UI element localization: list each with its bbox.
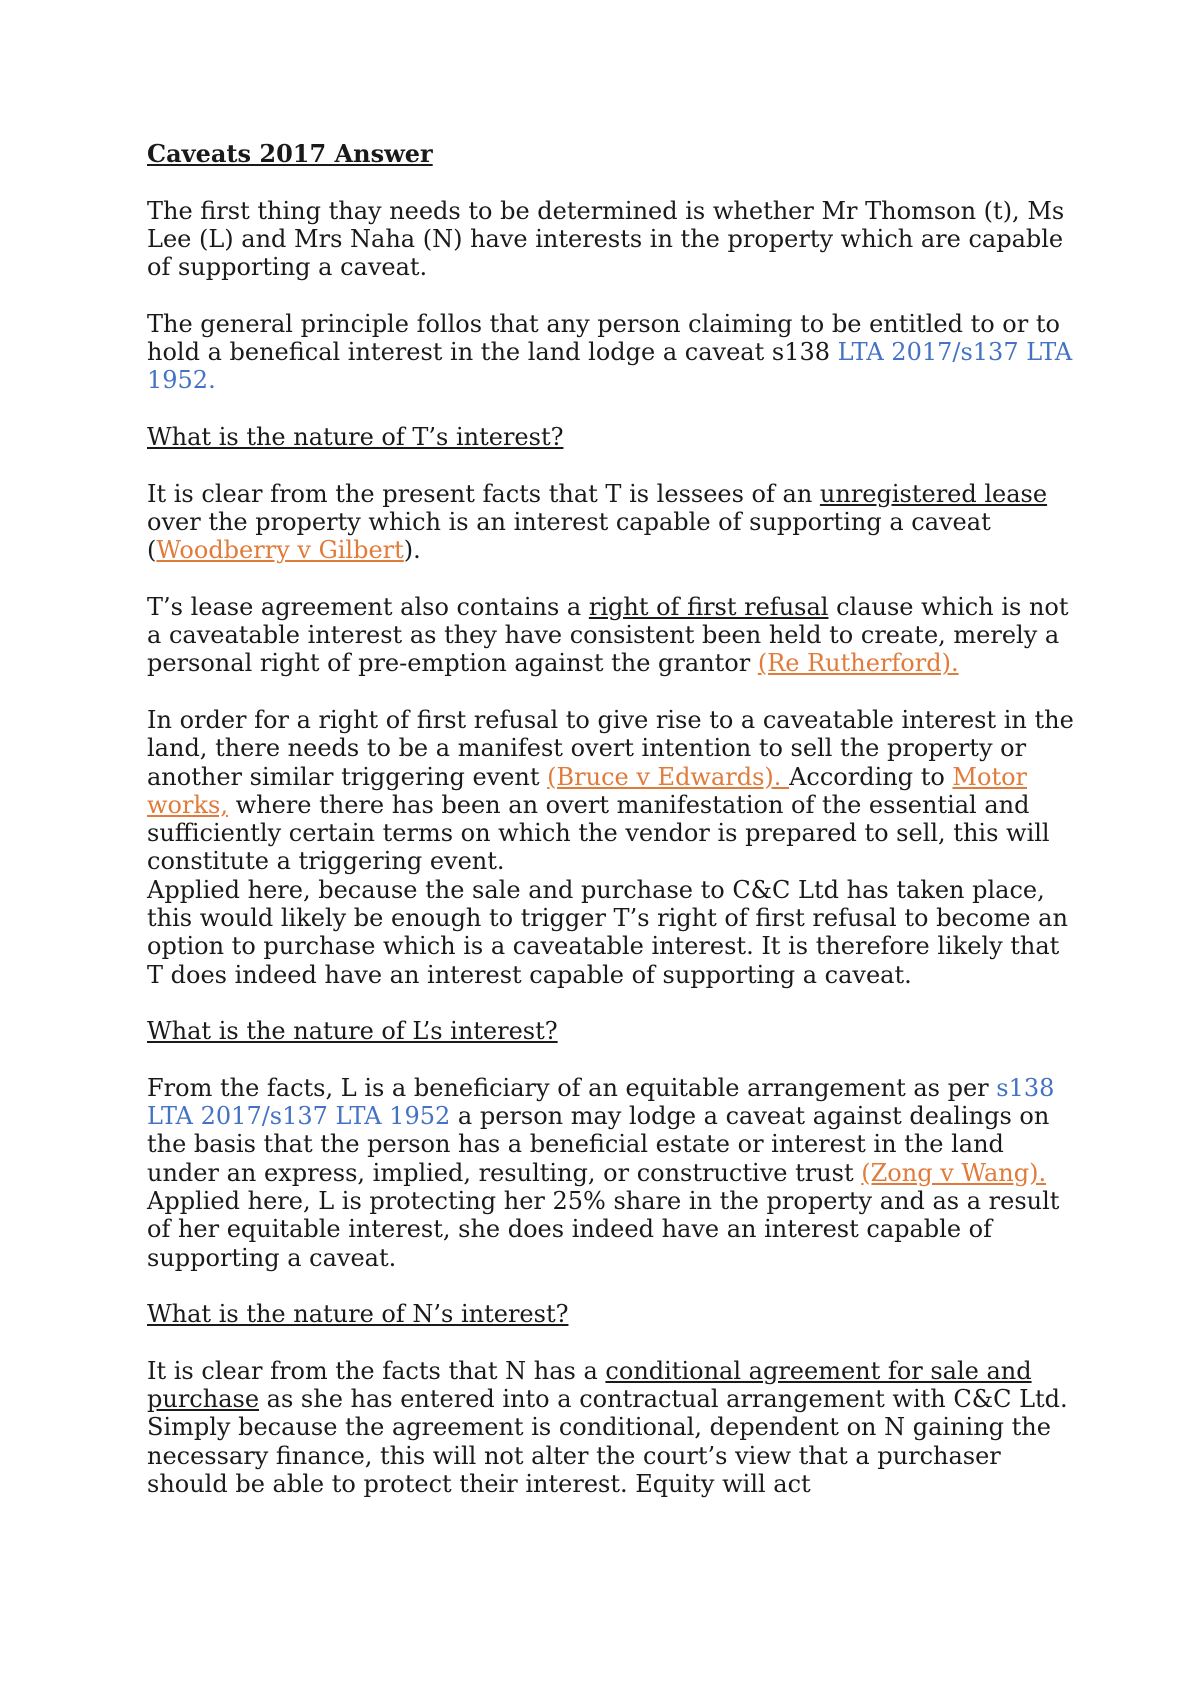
- case-woodberry: Woodberry v Gilbert: [156, 536, 404, 565]
- lease-paragraph: [147, 480, 1077, 565]
- intro-paragraph: The first thing thay needs to be determined is whether Mr Thomson (t), Ms Lee (L) and Mrs Naha (N) have interests in the property which are capable of supporting a caveat.: [147, 196, 1065, 282]
- lease-text-2: over the property which is an interest capable of supporting a caveat (: [147, 507, 991, 565]
- conditional-text-2: as she has entered into a contractual arrangement with C&C Ltd. Simply because the agreement is conditional, dependent on N gaining the necessary finance, this will not alter the court’s view that a purchaser should be able to protect their interest. Equity will act: [147, 1385, 1068, 1498]
- heading-n-interest: What is the nature of N’s interest?: [147, 1300, 569, 1329]
- case-motor-works: Motor works,: [147, 762, 1028, 819]
- case-zong-wang: (Zong v Wang).: [861, 1158, 1047, 1187]
- lease-text-3: ).: [403, 536, 421, 565]
- document-title: Caveats 2017 Answer: [147, 139, 433, 168]
- first-refusal-text: T’s lease agreement also contains a: [147, 592, 589, 621]
- case-re-rutherford: (Re Rutherford).: [757, 649, 959, 678]
- triggering-text: In order for a right of first refusal to give rise to a caveatable interest in the land, there needs to be a manifest overt intention to sell the property or another similar triggering event: [147, 705, 1074, 791]
- principle-text: The general principle follos that any person claiming to be entitled to or to hold a benefical interest in the land lodge a caveat s138: [147, 309, 1060, 367]
- case-bruce-edwards: (Bruce v Edwards).: [547, 762, 790, 791]
- principle-paragraph: [147, 310, 1077, 395]
- first-refusal-text-2: clause which is not a caveatable interest as they have consistent been held to create, merely a personal right of pre-emption against the grantor: [147, 592, 1069, 678]
- lease-text: It is clear from the present facts that T is lessees of an: [147, 479, 820, 508]
- triggering-text-3: where there has been an overt manifestation of the essential and sufficiently certain terms on which the vendor is prepared to sell, this will constitute a triggering event.: [147, 790, 1050, 876]
- statute-reference: LTA 2017/s137 LTA 1952.: [147, 338, 1073, 395]
- conditional-agreement-paragraph: [147, 1357, 1077, 1498]
- unregistered-lease-term: unregistered lease: [819, 479, 1048, 508]
- right-of-first-refusal-term: right of first refusal: [588, 592, 829, 621]
- beneficiary-text: From the facts, L is a beneficiary of an equitable arrangement as per: [147, 1073, 997, 1102]
- document-page: [147, 140, 1077, 1498]
- conditional-text: It is clear from the facts that N has a: [147, 1356, 606, 1385]
- heading-l-interest: What is the nature of L’s interest?: [147, 1017, 558, 1046]
- first-refusal-paragraph: [147, 593, 1077, 678]
- beneficiary-paragraph: [147, 1074, 1077, 1272]
- beneficiary-text-2: a person may lodge a caveat against dealings on the basis that the person has a beneficial estate or interest in the land under an express, implied, resulting, or constructive trust: [147, 1102, 1050, 1187]
- conditional-agreement-term: conditional agreement for sale and purchase: [147, 1356, 1032, 1414]
- triggering-event-paragraph: [147, 706, 1077, 876]
- triggering-text-2: According to: [789, 762, 953, 791]
- applied-t-paragraph: Applied here, because the sale and purchase to C&C Ltd has taken place, this would likely be enough to trigger T’s right of first refusal to become an option to purchase which is a caveatable interest. It is therefore likely that T does indeed have an interest capable of supporting a caveat.: [147, 875, 1068, 989]
- statute-reference-2: s138 LTA 2017/s137 LTA 1952: [147, 1073, 1055, 1131]
- beneficiary-text-3: Applied here, L is protecting her 25% share in the property and as a result of her equitable interest, she does indeed have an interest capable of supporting a caveat.: [147, 1186, 1060, 1272]
- heading-t-interest: What is the nature of T’s interest?: [147, 422, 564, 451]
